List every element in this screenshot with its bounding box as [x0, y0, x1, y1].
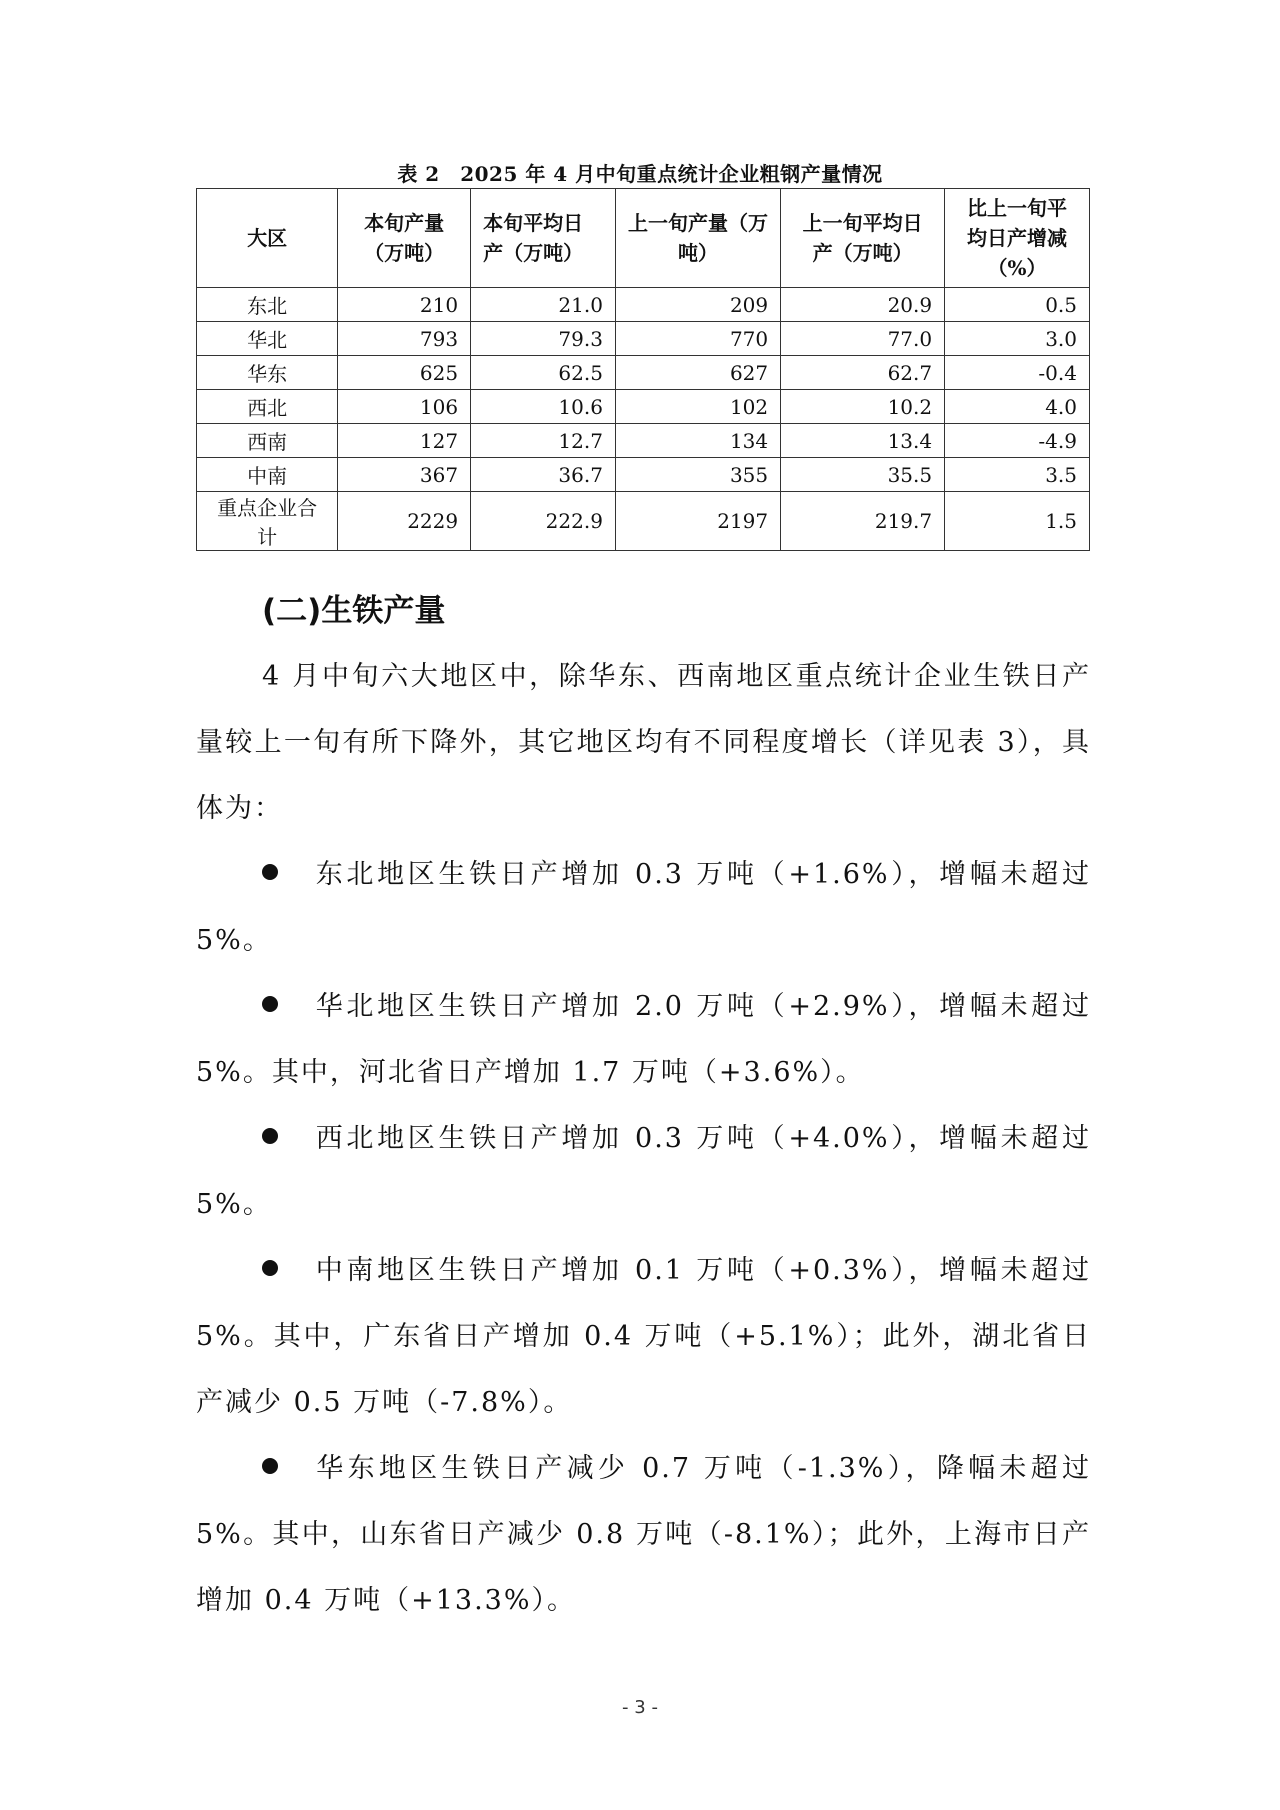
cell-value: 10.2 — [781, 390, 945, 424]
cell-value: 36.7 — [471, 458, 616, 492]
cell-value: 222.9 — [471, 492, 616, 551]
bullet-paragraph — [196, 1238, 1091, 1436]
bullet-dot-icon — [262, 1260, 278, 1276]
cell-value: 1.5 — [945, 492, 1090, 551]
bullet-dot-icon — [262, 864, 278, 880]
cell-value: 62.7 — [781, 356, 945, 390]
cell-region: 东北 — [197, 288, 338, 322]
bullet-text: 西北地区生铁日产增加 0.3 万吨（+4.0%），增幅未超过 5%。 — [196, 1123, 1091, 1220]
cell-value: 2229 — [338, 492, 471, 551]
cell-region: 中南 — [197, 458, 338, 492]
table-total-row — [197, 492, 1090, 551]
header-region: 大区 — [197, 189, 338, 288]
table-row — [197, 458, 1090, 492]
cell-value: 106 — [338, 390, 471, 424]
bullet-text: 中南地区生铁日产增加 0.1 万吨（+0.3%），增幅未超过 5%。其中，广东省日产增加 0.4 万吨（+5.1%）；此外，湖北省日产减少 0.5 万吨（-7.8%）。 — [196, 1255, 1091, 1418]
bullet-paragraph — [196, 1106, 1091, 1238]
cell-value: 20.9 — [781, 288, 945, 322]
cell-value: -4.9 — [945, 424, 1090, 458]
cell-value: 4.0 — [945, 390, 1090, 424]
bullet-paragraph — [196, 1436, 1091, 1634]
bullet-dot-icon — [262, 1458, 278, 1474]
table-row — [197, 424, 1090, 458]
cell-value: 134 — [615, 424, 780, 458]
cell-value: 625 — [338, 356, 471, 390]
cell-value: 793 — [338, 322, 471, 356]
cell-value: 127 — [338, 424, 471, 458]
cell-value: 12.7 — [471, 424, 616, 458]
cell-value: 627 — [615, 356, 780, 390]
cell-value: 13.4 — [781, 424, 945, 458]
cell-region: 重点企业合计 — [197, 492, 338, 551]
cell-value: 210 — [338, 288, 471, 322]
bullet-text: 华东地区生铁日产减少 0.7 万吨（-1.3%），降幅未超过 5%。其中，山东省日产减少 0.8 万吨（-8.1%）；此外，上海市日产增加 0.4 万吨（+13.3%）。 — [196, 1453, 1091, 1616]
cell-value: 62.5 — [471, 356, 616, 390]
section-body — [196, 644, 1091, 1634]
cell-region: 西北 — [197, 390, 338, 424]
cell-region: 西南 — [197, 424, 338, 458]
table-row — [197, 322, 1090, 356]
header-current-daily: 本旬平均日产（万吨） — [471, 189, 616, 288]
bullet-dot-icon — [262, 1128, 278, 1144]
cell-value: 770 — [615, 322, 780, 356]
header-previous-daily: 上一旬平均日产（万吨） — [781, 189, 945, 288]
crude-steel-table — [196, 188, 1090, 551]
cell-value: 3.5 — [945, 458, 1090, 492]
bullet-text: 华北地区生铁日产增加 2.0 万吨（+2.9%），增幅未超过 5%。其中，河北省日产增加 1.7 万吨（+3.6%）。 — [196, 991, 1091, 1088]
table-header-row — [197, 189, 1090, 288]
cell-value: 10.6 — [471, 390, 616, 424]
bullet-paragraph — [196, 842, 1091, 974]
cell-value: 367 — [338, 458, 471, 492]
bullet-dot-icon — [262, 996, 278, 1012]
header-current-output: 本旬产量（万吨） — [338, 189, 471, 288]
table-row — [197, 288, 1090, 322]
cell-region: 华东 — [197, 356, 338, 390]
cell-value: 0.5 — [945, 288, 1090, 322]
cell-value: 3.0 — [945, 322, 1090, 356]
header-previous-output: 上一旬产量（万吨） — [615, 189, 780, 288]
cell-value: 355 — [615, 458, 780, 492]
cell-region: 华北 — [197, 322, 338, 356]
table-row — [197, 356, 1090, 390]
cell-value: 77.0 — [781, 322, 945, 356]
cell-value: 209 — [615, 288, 780, 322]
cell-value: 2197 — [615, 492, 780, 551]
cell-value: -0.4 — [945, 356, 1090, 390]
table-title: 表 2 2025 年 4 月中旬重点统计企业粗钢产量情况 — [397, 162, 883, 186]
cell-value: 21.0 — [471, 288, 616, 322]
table-row — [197, 390, 1090, 424]
cell-value: 35.5 — [781, 458, 945, 492]
header-daily-change: 比上一旬平均日产增减（%） — [945, 189, 1090, 288]
intro-paragraph: 4 月中旬六大地区中，除华东、西南地区重点统计企业生铁日产量较上一旬有所下降外，其它地区均有不同程度增长（详见表 3），具体为： — [196, 661, 1091, 824]
cell-value: 79.3 — [471, 322, 616, 356]
cell-value: 219.7 — [781, 492, 945, 551]
bullet-text: 东北地区生铁日产增加 0.3 万吨（+1.6%），增幅未超过 5%。 — [196, 859, 1091, 956]
section-heading: (二)生铁产量 — [262, 593, 446, 629]
page-number: - 3 - — [622, 1697, 658, 1718]
cell-value: 102 — [615, 390, 780, 424]
bullet-paragraph — [196, 974, 1091, 1106]
